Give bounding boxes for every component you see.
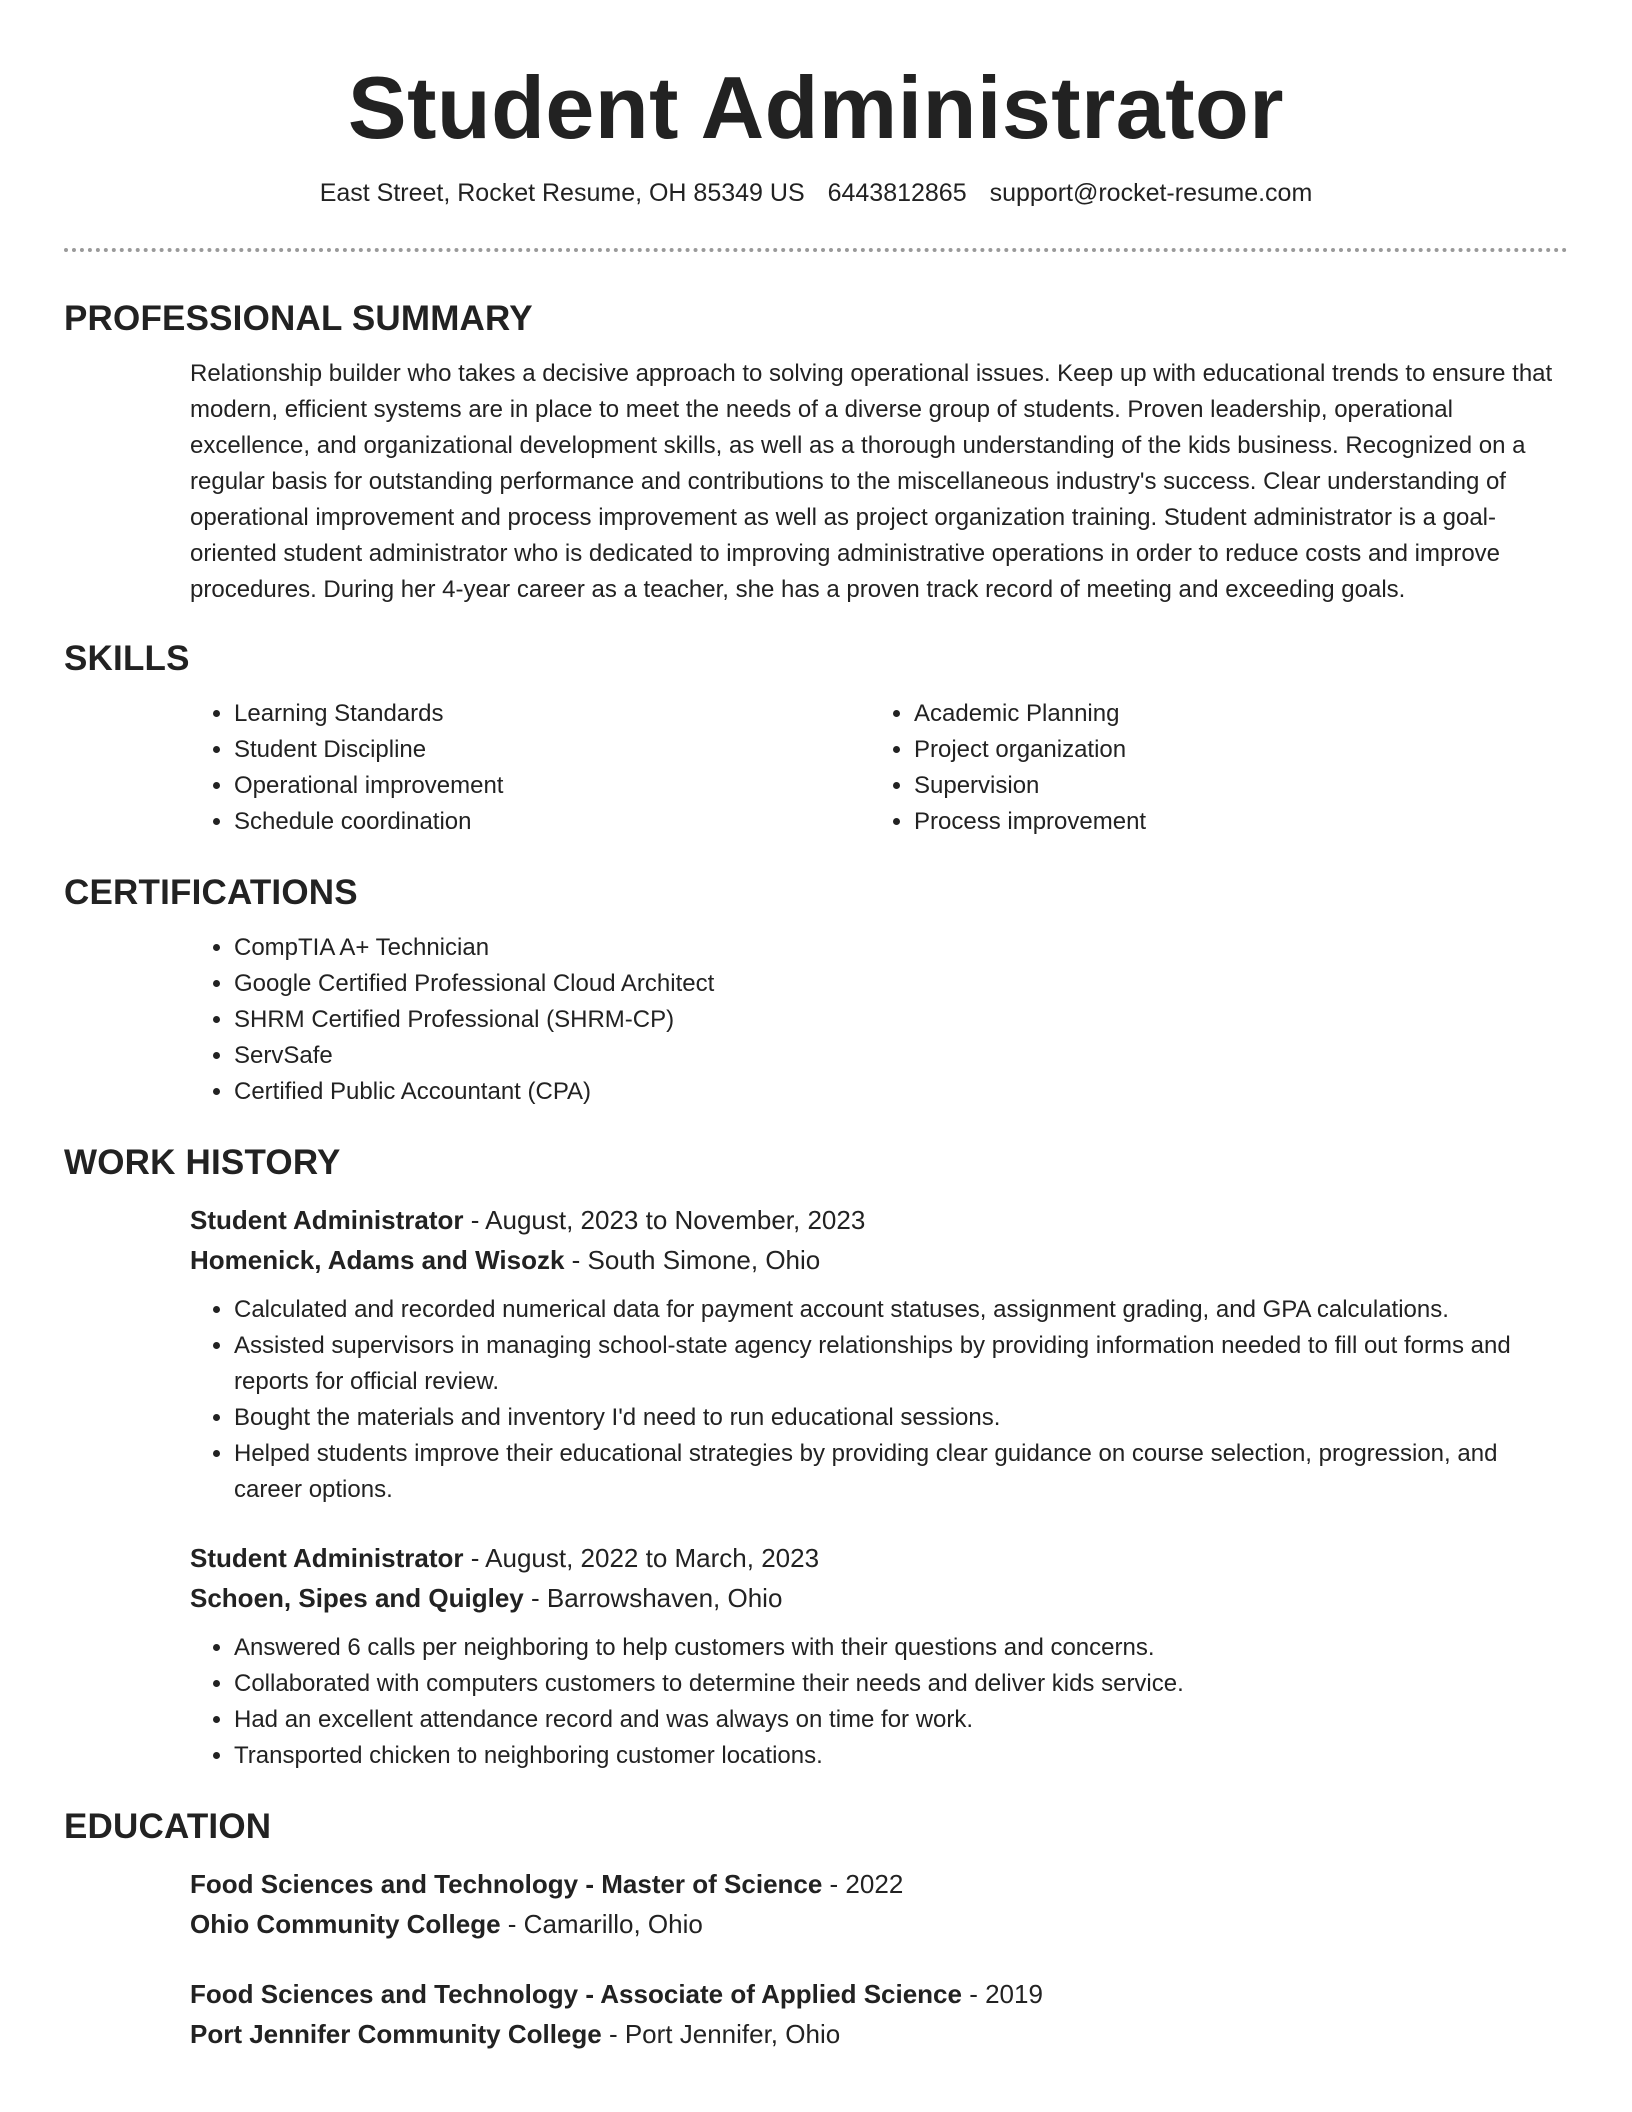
education-school-line bbox=[190, 1904, 1568, 1944]
education-location: - Port Jennifer, Ohio bbox=[601, 2019, 841, 2049]
skills-heading: SKILLS bbox=[64, 639, 190, 678]
summary-text: Relationship builder who takes a decisive approach to solving operational issues. Keep up with educational trends to ensure that modern, efficient systems are in place to meet the needs of a diverse group of students. Proven leadership, operational excellence, and organizational development skills, as well as a thorough understanding of the kids business. Recognized on a regular basis for outstanding performance and contributions to the miscellaneous industry's success. Clear understanding of operational improvement and process improvement as well as project organization training. Student administrator is a goal-oriented student administrator who is dedicated to improving administrative operations in order to reduce costs and improve procedures. During her 4-year career as a teacher, she has a proven track record of meeting and exceeding goals. bbox=[190, 360, 1553, 603]
job-bullet: • Answered 6 calls per neighboring to help customers with their questions and concerns. bbox=[234, 1630, 1568, 1666]
education-school-line bbox=[190, 2014, 1568, 2054]
skill-item: • Operational improvement bbox=[234, 768, 870, 804]
job-company: Schoen, Sipes and Quigley bbox=[190, 1583, 524, 1613]
skill-item: • Academic Planning bbox=[914, 696, 1550, 732]
education-school: Port Jennifer Community College bbox=[190, 2019, 602, 2049]
education-degree-line bbox=[190, 1864, 1568, 1904]
education-heading: EDUCATION bbox=[64, 1807, 272, 1846]
certifications-list bbox=[190, 930, 1568, 1110]
job-bullet: • Bought the materials and inventory I'd need to run educational sessions. bbox=[234, 1400, 1568, 1436]
education-entry bbox=[190, 1864, 1568, 1944]
job-location: - Barrowshaven, Ohio bbox=[523, 1583, 783, 1613]
education-section bbox=[64, 1806, 1568, 2054]
certifications-heading: CERTIFICATIONS bbox=[64, 873, 358, 912]
job-bullet: • Transported chicken to neighboring customer locations. bbox=[234, 1738, 1568, 1774]
certification-item: • Certified Public Accountant (CPA) bbox=[234, 1074, 1568, 1110]
job-role: Student Administrator bbox=[190, 1205, 464, 1235]
job-entry bbox=[190, 1200, 1568, 1508]
certification-item: • CompTIA A+ Technician bbox=[234, 930, 1568, 966]
education-degree-line bbox=[190, 1974, 1568, 2014]
work-history-section bbox=[64, 1142, 1568, 1774]
education-school: Ohio Community College bbox=[190, 1909, 501, 1939]
job-title-line bbox=[190, 1200, 1568, 1240]
job-title-line bbox=[190, 1538, 1568, 1578]
education-location: - Camarillo, Ohio bbox=[500, 1909, 703, 1939]
header-divider bbox=[64, 248, 1568, 252]
resume-name: Student Administrator bbox=[347, 58, 1285, 157]
job-bullet: • Collaborated with computers customers to determine their needs and deliver kids service. bbox=[234, 1666, 1568, 1702]
education-year: - 2019 bbox=[961, 1979, 1043, 2009]
skill-item: • Process improvement bbox=[914, 804, 1550, 840]
education-year: - 2022 bbox=[822, 1869, 904, 1899]
skill-item: • Project organization bbox=[914, 732, 1550, 768]
contact-phone: 6443812865 bbox=[827, 179, 967, 207]
contact-email: support@rocket-resume.com bbox=[989, 179, 1313, 207]
job-bullets bbox=[190, 1630, 1568, 1774]
skill-item: • Student Discipline bbox=[234, 732, 870, 768]
skills-section bbox=[64, 638, 1568, 840]
education-entry bbox=[190, 1974, 1568, 2054]
skill-item: • Schedule coordination bbox=[234, 804, 870, 840]
job-location: - South Simone, Ohio bbox=[564, 1245, 821, 1275]
contact-line bbox=[64, 178, 1568, 208]
job-dates: - August, 2023 to November, 2023 bbox=[463, 1205, 866, 1235]
skill-item: • Supervision bbox=[914, 768, 1550, 804]
work-history-heading: WORK HISTORY bbox=[64, 1143, 341, 1182]
job-company: Homenick, Adams and Wisozk bbox=[190, 1245, 565, 1275]
job-company-line bbox=[190, 1240, 1568, 1280]
job-bullet: • Assisted supervisors in managing school-state agency relationships by providing information needed to fill out forms and reports for official review. bbox=[234, 1328, 1568, 1400]
contact-address: East Street, Rocket Resume, OH 85349 US bbox=[319, 179, 805, 207]
certification-item: • ServSafe bbox=[234, 1038, 1568, 1074]
job-bullet: • Calculated and recorded numerical data for payment account statuses, assignment grading, and GPA calculations. bbox=[234, 1292, 1568, 1328]
summary-heading: PROFESSIONAL SUMMARY bbox=[64, 299, 533, 338]
certification-item: • Google Certified Professional Cloud Architect bbox=[234, 966, 1568, 1002]
skill-item: • Learning Standards bbox=[234, 696, 870, 732]
education-degree: Food Sciences and Technology - Associate of Applied Science bbox=[190, 1979, 962, 2009]
certifications-section bbox=[64, 872, 1568, 1110]
job-bullet: • Had an excellent attendance record and was always on time for work. bbox=[234, 1702, 1568, 1738]
skills-list-left bbox=[190, 696, 870, 840]
certification-item: • SHRM Certified Professional (SHRM-CP) bbox=[234, 1002, 1568, 1038]
education-degree: Food Sciences and Technology - Master of Science bbox=[190, 1869, 823, 1899]
job-role: Student Administrator bbox=[190, 1543, 464, 1573]
summary-section bbox=[64, 298, 1568, 608]
job-bullets bbox=[190, 1292, 1568, 1508]
job-entry bbox=[190, 1538, 1568, 1774]
job-dates: - August, 2022 to March, 2023 bbox=[463, 1543, 820, 1573]
job-bullet: • Helped students improve their educational strategies by providing clear guidance on course selection, progression, and career options. bbox=[234, 1436, 1568, 1508]
skills-list-right bbox=[870, 696, 1550, 840]
job-company-line bbox=[190, 1578, 1568, 1618]
